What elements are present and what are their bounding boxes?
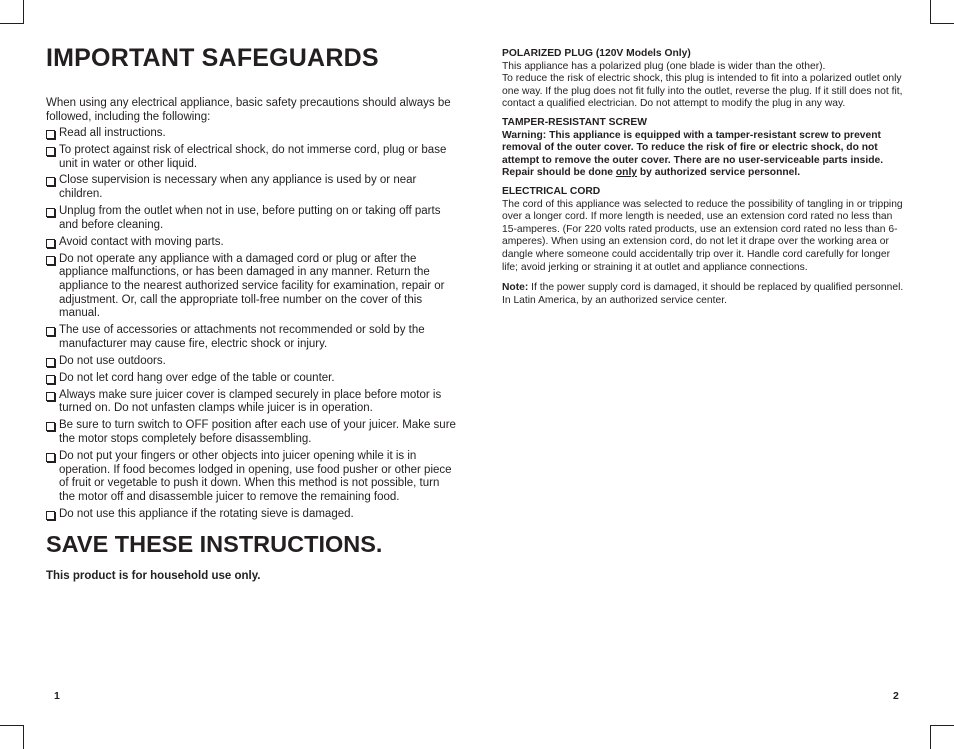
checkbox-bullet-icon (46, 208, 55, 217)
note-text: Note: If the power supply cord is damaged, it should be replaced by qualified personnel. In Latin America, by an authorized service center. (502, 282, 904, 306)
checkbox-bullet-icon (46, 130, 55, 139)
section-heading: POLARIZED PLUG (120V Models Only) (502, 48, 691, 59)
crop-mark (0, 23, 24, 24)
checkbox-bullet-icon (46, 392, 55, 401)
list-item: The use of accessories or attachments not recommended or sold by the manufacturer may cause fire, electric shock or injury. (46, 324, 456, 351)
crop-mark (930, 725, 954, 726)
list-item: Do not operate any appliance with a damaged cord or plug or after the appliance malfunctions, or has been damaged in any manner. Return the appliance to the nearest authorized service facility for examination, repair or adjustment. Or, call the appropriate toll-free number on the cover of this manual. (46, 253, 456, 322)
electrical-cord-section (502, 186, 906, 274)
checkbox-bullet-icon (46, 511, 55, 520)
list-item: Unplug from the outlet when not in use, before putting on or taking off parts and before cleaning. (46, 205, 456, 232)
warning-text: Warning: This appliance is equipped with a tamper-resistant screw to prevent removal of the outer cover. To reduce the risk of fire or electric shock, do not attempt to remove the outer cover. There are no user-serviceable parts inside. Repair should be done only by authorized service personnel. (502, 129, 884, 179)
list-item: Do not let cord hang over edge of the table or counter. (46, 372, 456, 386)
crop-mark (930, 0, 931, 24)
section-heading: TAMPER-RESISTANT SCREW (502, 116, 647, 128)
checkbox-bullet-icon (46, 177, 55, 186)
household-note: This product is for household use only. (46, 569, 261, 582)
crop-mark (0, 725, 24, 726)
page-number-right: 2 (893, 690, 899, 702)
crop-mark (23, 0, 24, 24)
list-item: Read all instructions. (46, 127, 456, 141)
list-item: Always make sure juicer cover is clamped securely in place before motor is turned on. Do not unfasten clamps while juicer is in operation. (46, 389, 456, 416)
checkbox-bullet-icon (46, 422, 55, 431)
crop-mark (930, 23, 954, 24)
section-text: This appliance has a polarized plug (one blade is wider than the other). (502, 60, 826, 72)
section-heading: ELECTRICAL CORD (502, 185, 601, 197)
list-item: Do not put your fingers or other objects into juicer opening while it is in operation. If food becomes lodged in opening, use food pusher or other piece of fruit or vegetable to push it down. When this method is not possible, turn the motor off and disassemble juicer to remove the remaining food. (46, 450, 456, 505)
list-item: To protect against risk of electrical shock, do not immerse cord, plug or base unit in water or other liquid. (46, 144, 456, 171)
list-item: Be sure to turn switch to OFF position after each use of your juicer. Make sure the motor stops completely before disassembling. (46, 419, 456, 446)
safeguards-list (46, 127, 456, 522)
section-text: The cord of this appliance was selected to reduce the possibility of tangling in or tripping over a longer cord. If more length is needed, use an extension cord rated no less than 15-amperes. (For 220 volts rated products, use an extension cord rated no less than 6-amperes). When using an extension cord, do not let it drape over the working area or dangle where someone could accidentally trip over it. Handle cord carefully for longer life; avoid jerking or straining it at outlet and appliance connections. (502, 198, 903, 273)
polarized-plug-section (502, 48, 906, 111)
checkbox-bullet-icon (46, 147, 55, 156)
tamper-screw-section (502, 117, 906, 180)
left-page (46, 42, 456, 582)
checkbox-bullet-icon (46, 256, 55, 265)
checkbox-bullet-icon (46, 239, 55, 248)
page-number-left: 1 (54, 690, 60, 702)
page-title: IMPORTANT SAFEGUARDS (46, 44, 379, 72)
note-section (502, 282, 906, 307)
right-page (502, 48, 906, 313)
checkbox-bullet-icon (46, 358, 55, 367)
crop-mark (930, 725, 931, 749)
list-item: Close supervision is necessary when any appliance is used by or near children. (46, 174, 456, 201)
checkbox-bullet-icon (46, 453, 55, 462)
save-instructions-heading: SAVE THESE INSTRUCTIONS. (46, 530, 383, 557)
checkbox-bullet-icon (46, 375, 55, 384)
intro-text: When using any electrical appliance, basic safety precautions should always be followed, including the following: (46, 97, 451, 123)
crop-mark (23, 725, 24, 749)
list-item: Avoid contact with moving parts. (46, 236, 456, 250)
list-item: Do not use outdoors. (46, 355, 456, 369)
checkbox-bullet-icon (46, 327, 55, 336)
section-text: To reduce the risk of electric shock, this plug is intended to fit into a polarized outlet only one way. If the plug does not fit fully into the outlet, reverse the plug. If it still does not fit, contact a qualified electrician. Do not attempt to modify the plug in any way. (502, 73, 903, 110)
list-item: Do not use this appliance if the rotating sieve is damaged. (46, 508, 456, 522)
